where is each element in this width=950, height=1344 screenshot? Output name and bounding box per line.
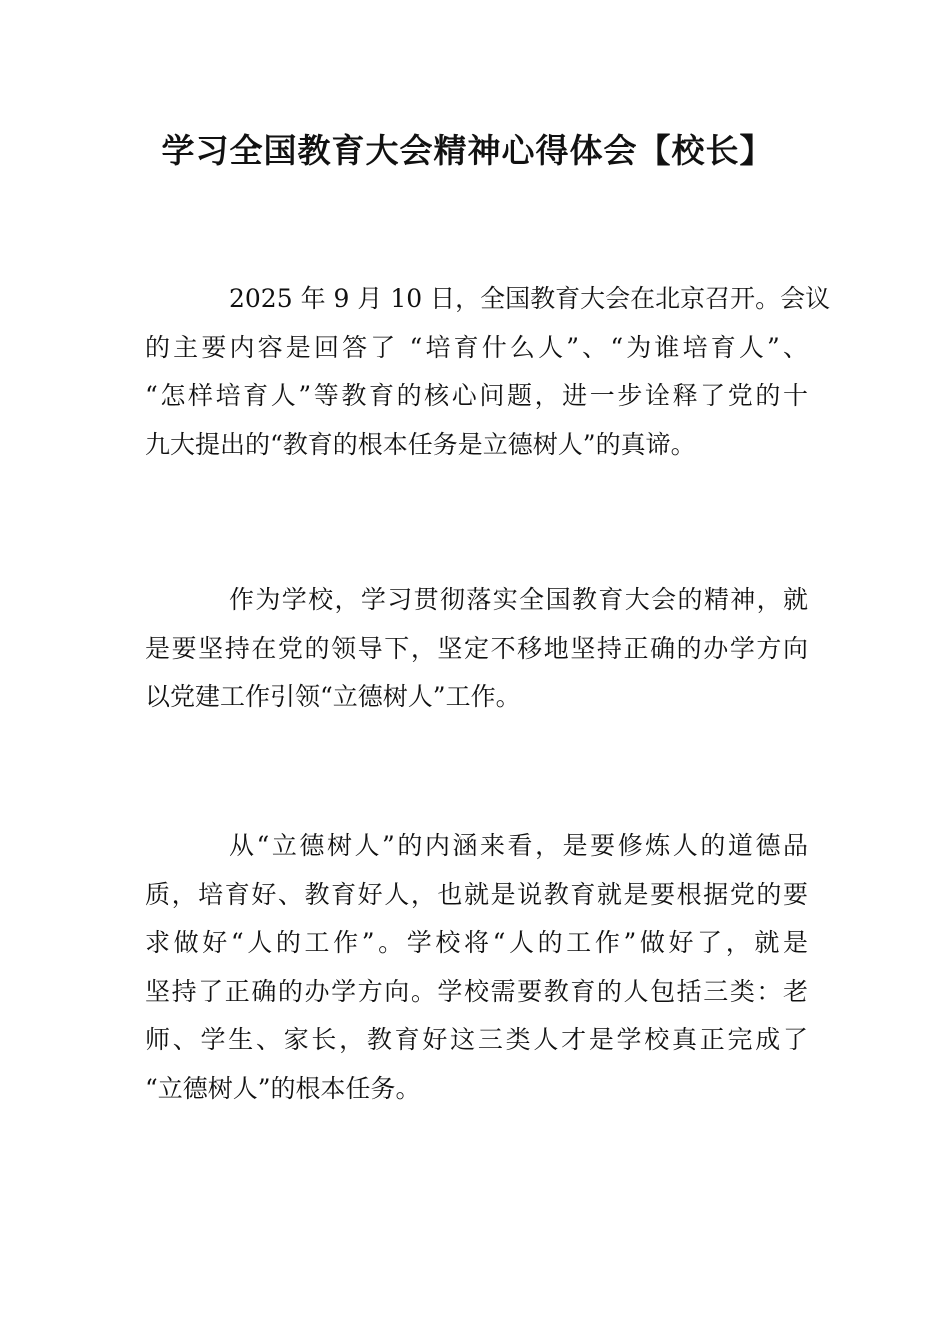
paragraph-line: 师、学生、家长，教育好这三类人才是学校真正完成了 [145, 1025, 808, 1054]
paragraph-line: 的主要内容是回答了 “培育什么人”、“为谁培育人”、 [145, 332, 808, 362]
paragraph-line: “怎样培育人”等教育的核心问题，进一步诠释了党的十 [145, 381, 808, 410]
document-title: 学习全国教育大会精神心得体会【校长】 [161, 131, 774, 170]
paragraph-3 [145, 822, 808, 1113]
paragraph-line: 九大提出的“教育的根本任务是立德树人”的真谛。 [145, 429, 696, 459]
paragraph-line: 2025 年 9 月 10 日，全国教育大会在北京召开。会议 [229, 284, 831, 313]
paragraph-2 [145, 576, 808, 722]
paragraph-line: 以党建工作引领“立德树人”工作。 [145, 682, 521, 711]
paragraph-1 [145, 275, 831, 469]
paragraph-line: 作为学校，学习贯彻落实全国教育大会的精神，就 [229, 585, 808, 614]
paragraph-line: “立德树人”的根本任务。 [145, 1073, 421, 1103]
paragraph-line: 求做好“人的工作”。学校将“人的工作”做好了，就是 [145, 928, 808, 957]
paragraph-line: 坚持了正确的办学方向。学校需要教育的人包括三类：老 [145, 976, 808, 1006]
paragraph-line: 质，培育好、教育好人，也就是说教育就是要根据党的要 [145, 879, 808, 909]
paragraph-line: 是要坚持在党的领导下，坚定不移地坚持正确的办学方向 [145, 633, 808, 663]
paragraph-line: 从“立德树人”的内涵来看，是要修炼人的道德品 [229, 831, 808, 860]
